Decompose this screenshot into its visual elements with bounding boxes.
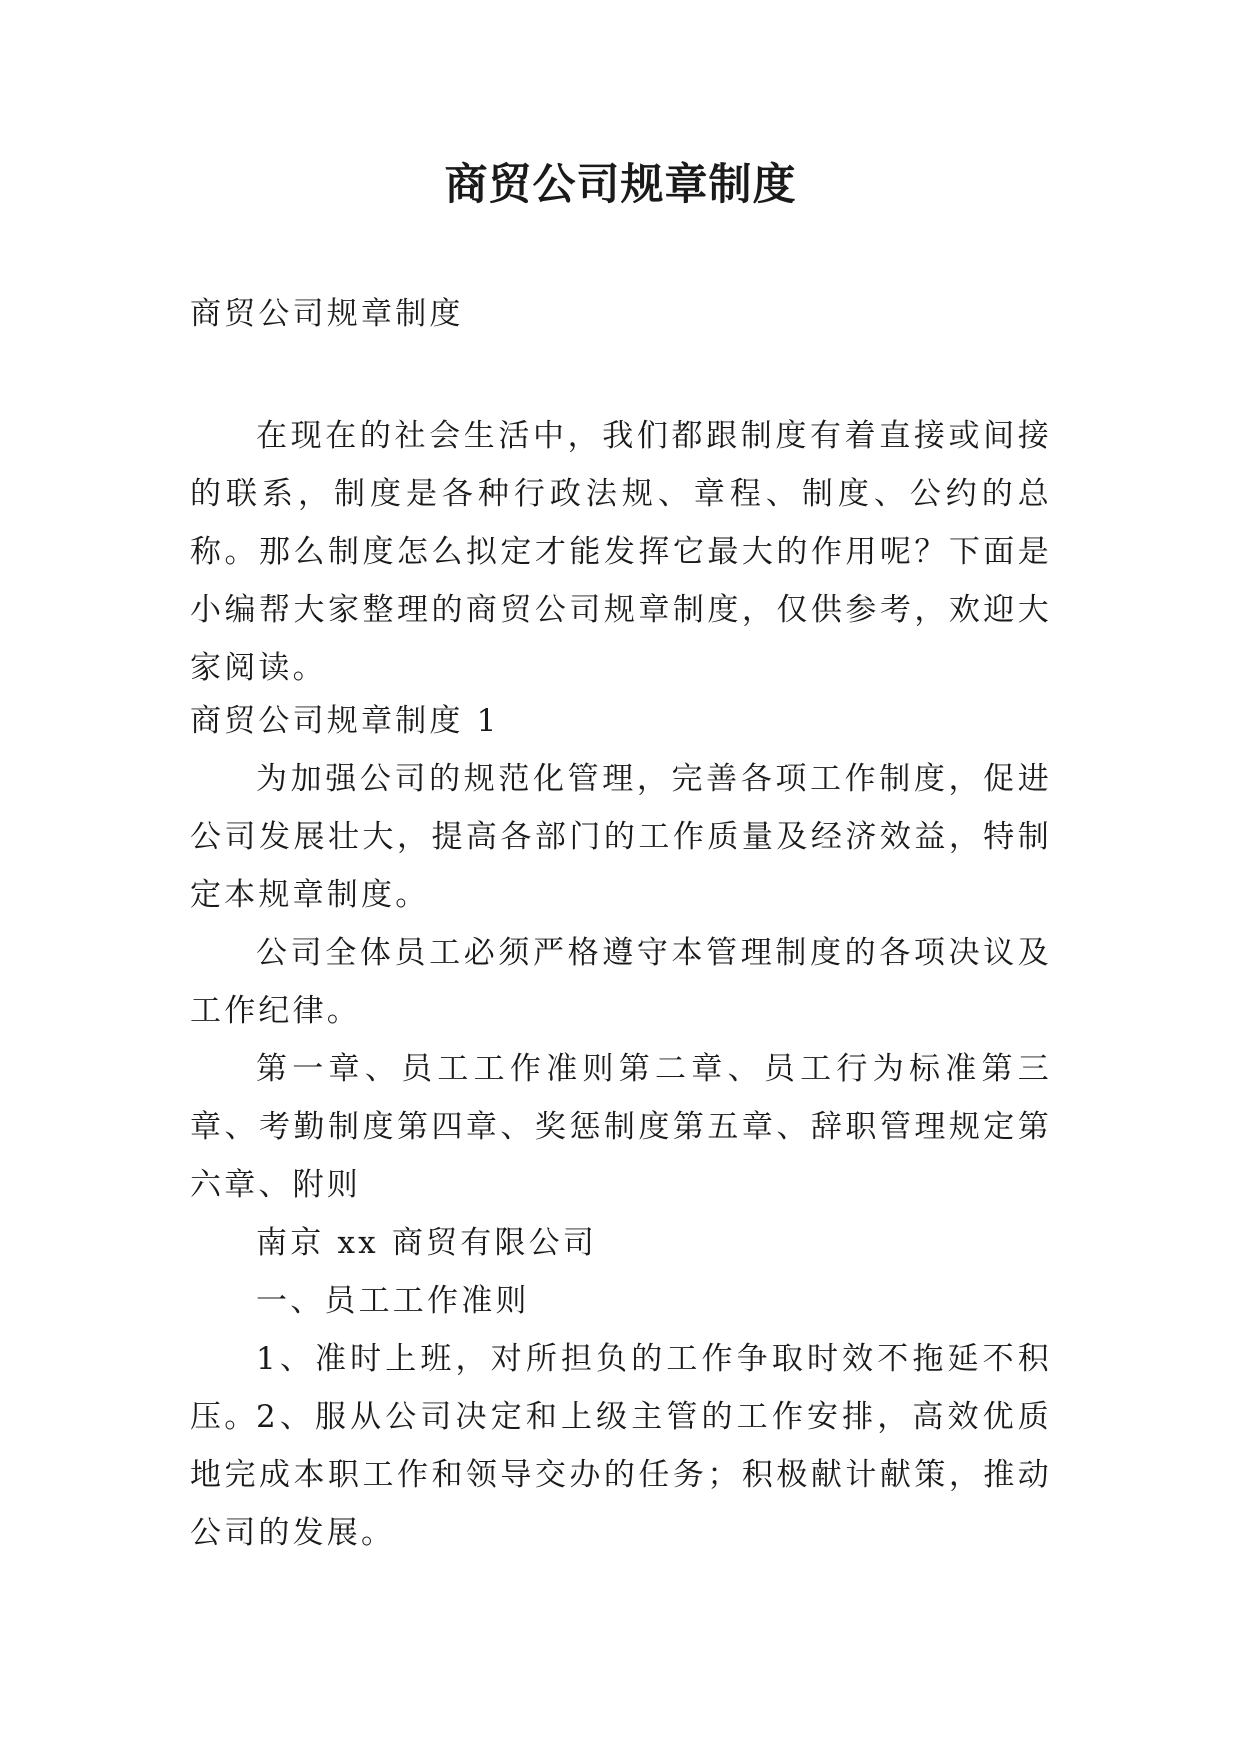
document-subtitle: 商贸公司规章制度 <box>190 296 464 332</box>
intro-paragraph: 在现在的社会生活中，我们都跟制度有着直接或间接的联系，制度是各种行政法规、章程、制度、公约的总称。那么制度怎么拟定才能发挥它最大的作用呢？下面是小编帮大家整理的商贸公司规章制度，仅供参考，欢迎大家阅读。 <box>190 418 1052 686</box>
paragraph-purpose: 为加强公司的规范化管理，完善各项工作制度，促进公司发展壮大，提高各部门的工作质量及经济效益，特制定本规章制度。 <box>190 761 1052 913</box>
paragraph-rule-1: 1、准时上班，对所担负的工作争取时效不拖延不积压。 <box>190 1341 1052 1435</box>
paragraph-compliance: 公司全体员工必须严格遵守本管理制度的各项决议及工作纪律。 <box>190 935 1052 1029</box>
section-heading: 商贸公司规章制度 1 <box>190 703 500 739</box>
paragraph-rule-2: 2、服从公司决定和上级主管的工作安排，高效优质地完成本职工作和领导交办的任务；积极献计献策，推动公司的发展。 <box>190 1399 1052 1551</box>
paragraph-chapters: 第一章、员工工作准则第二章、员工行为标准第三章、考勤制度第四章、奖惩制度第五章、辞职管理规定第六章、附则 <box>190 1051 1052 1203</box>
paragraph-section-title: 一、员工工作准则 <box>256 1283 530 1319</box>
document-title: 商贸公司规章制度 <box>444 160 797 210</box>
paragraph-company-name: 南京 xx 商贸有限公司 <box>256 1225 598 1261</box>
